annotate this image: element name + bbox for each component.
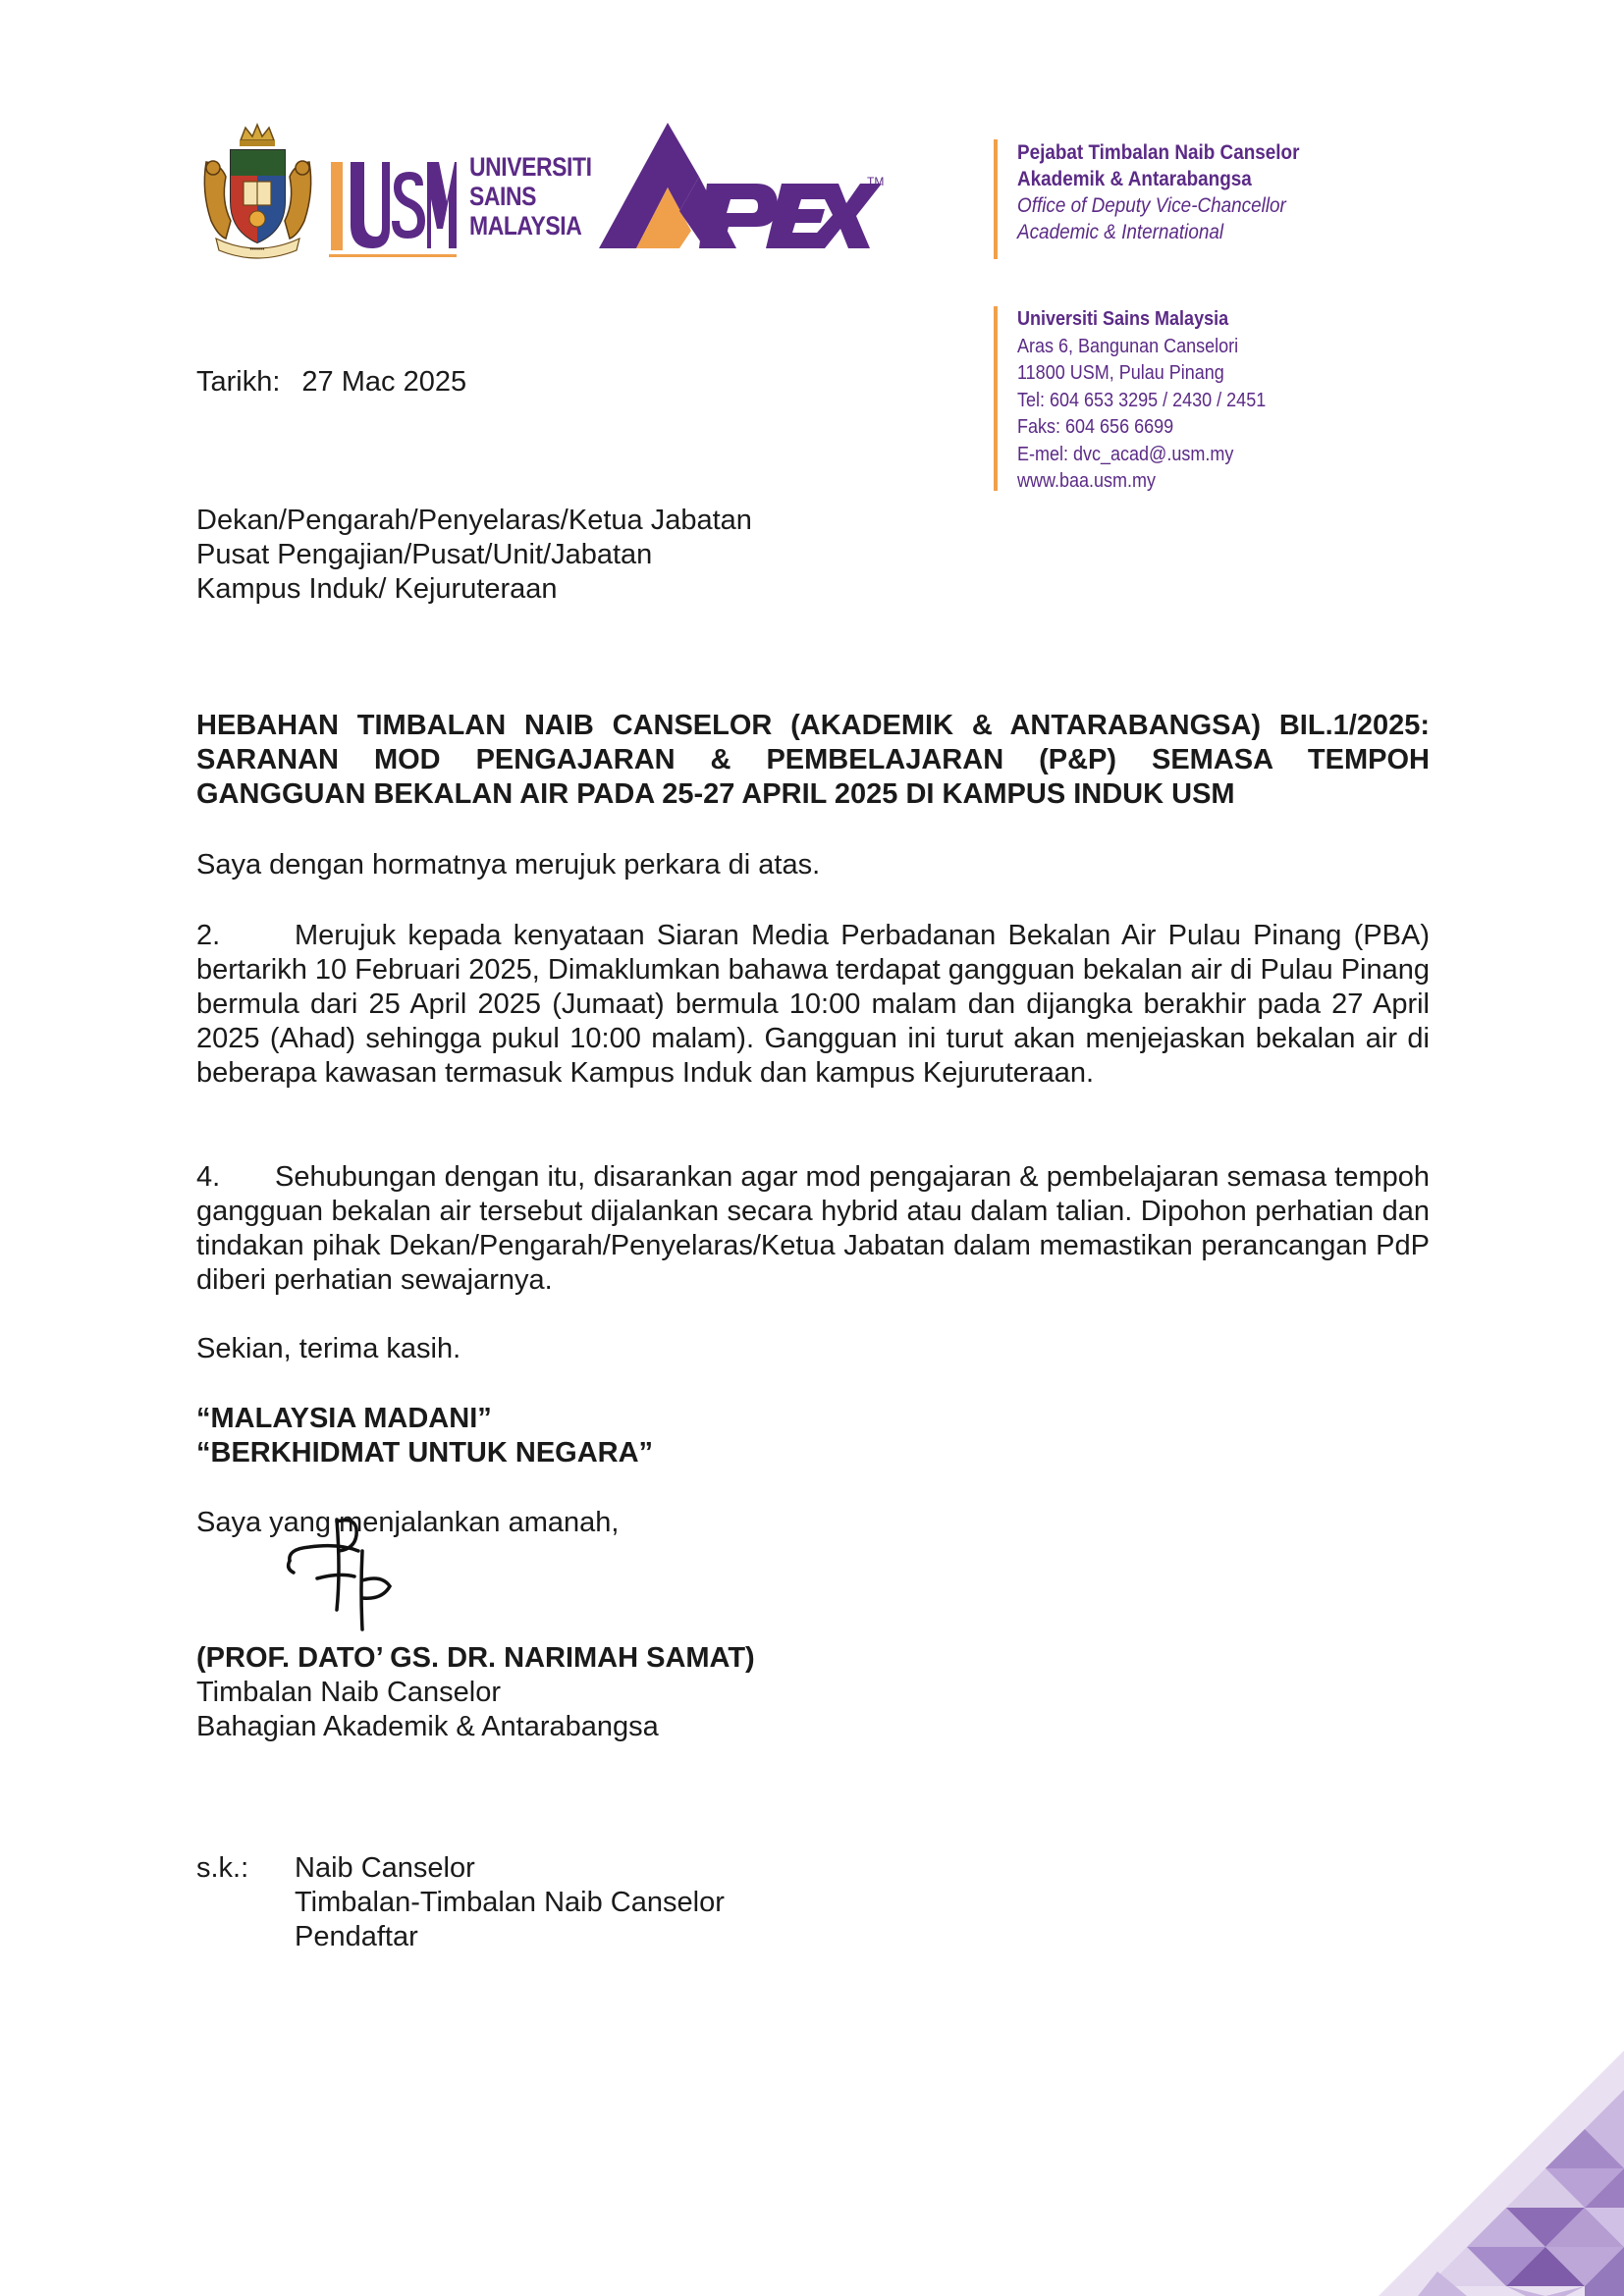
paragraph-number: 2. (196, 920, 221, 951)
subject-line: SARANAN MOD PENGAJARAN & PEMBELAJARAN (P&P) SEMASA TEMPOH (196, 744, 1430, 775)
apex-logo-icon (589, 123, 884, 260)
signatory-name: (PROF. DATO’ GS. DR. NARIMAH SAMAT) (196, 1642, 755, 1674)
intro-paragraph: Saya dengan hormatnya merujuk perkara di atas. (196, 849, 821, 881)
address-line-1: Aras 6, Bangunan Canselori (1017, 335, 1239, 357)
paragraph-number: 4. (196, 1161, 221, 1193)
letterhead-logos (196, 123, 884, 260)
signatory-department: Bahagian Akademik & Antarabangsa (196, 1711, 659, 1742)
university-logo-word: UNIVERSITI (469, 152, 592, 182)
paragraph-4 (196, 1160, 1430, 1298)
address-email: E-mel: dvc_acad@.usm.my (1017, 443, 1234, 465)
handwritten-signature (280, 1512, 457, 1649)
recipient-line: Dekan/Pengarah/Penyelaras/Ketua Jabatan (196, 505, 752, 536)
copy-to-item: Naib Canselor (295, 1852, 475, 1884)
recipient-line: Pusat Pengajian/Pusat/Unit/Jabatan (196, 539, 653, 570)
paragraph-text: Merujuk kepada kenyataan Siaran Media Perbadanan Bekalan Air Pulau Pinang (PBA) bertarikh 10 Februari 2025, Dimaklumkan bahawa terdapat gangguan bekalan air di Pulau Pinang bermula dari 25 April 2025 (Jumaat) bermula 10:00 malam dan dijangka berakhir pada 27 April 2025 (Ahad) sehingga pukul 10:00 malam). Gangguan ini turut akan menjejaskan bekalan air di beberapa kawasan termasuk Kampus Induk dan kampus Kejuruteraan. (196, 920, 1430, 1089)
subject-line: HEBAHAN TIMBALAN NAIB CANSELOR (AKADEMIK & ANTARABANGSA) BIL.1/2025: (196, 710, 1430, 741)
motto-line: “BERKHIDMAT UNTUK NEGARA” (196, 1437, 654, 1468)
date-label: Tarikh: (196, 366, 281, 398)
paragraph-2 (196, 919, 1430, 1091)
office-division-english: Academic & International (1017, 221, 1224, 243)
office-name-malay: Pejabat Timbalan Naib Canselor (1017, 141, 1300, 164)
address-line-2: 11800 USM, Pulau Pinang (1017, 362, 1224, 384)
address-website: www.baa.usm.my (1017, 470, 1157, 492)
university-crest-icon (196, 123, 319, 260)
address-block (994, 306, 1293, 491)
svg-text:•••••••: ••••••• (249, 247, 265, 253)
university-logo-word: SAINS (469, 182, 537, 211)
university-logo-word: MALAYSIA (469, 211, 582, 240)
copy-to-item: Pendaftar (295, 1921, 418, 1952)
date-value: 27 Mac 2025 (301, 366, 467, 398)
recipient-block (196, 504, 752, 607)
address-telephone: Tel: 604 653 3295 / 2430 / 2451 (1017, 389, 1267, 411)
sign-off-line: Saya yang menjalankan amanah, (196, 1507, 620, 1538)
signatory-title: Timbalan Naib Canselor (196, 1677, 502, 1708)
office-heading-block (994, 139, 1330, 259)
closing-line: Sekian, terima kasih. (196, 1333, 461, 1364)
trademark-symbol: TM (867, 175, 884, 188)
recipient-line: Kampus Induk/ Kejuruteraan (196, 573, 558, 605)
paragraph-text: Sehubungan dengan itu, disarankan agar mod pengajaran & pembelajaran semasa tempoh gangguan bekalan air tersebut dijalankan secara hybrid atau dalam talian. Dipohon perhatian dan tindakan pihak Dekan/Pengarah/Penyelaras/Ketua Jabatan dalam memastikan perancangan PdP diberi perhatian sewajarnya. (196, 1161, 1430, 1296)
decorative-corner-pattern (1379, 2051, 1624, 2296)
copy-to-item: Timbalan-Timbalan Naib Canselor (295, 1887, 725, 1918)
motto-block (196, 1402, 653, 1470)
letter-subject (196, 709, 1430, 812)
signatory-block (196, 1641, 755, 1744)
address-fax: Faks: 604 656 6699 (1017, 416, 1174, 438)
office-division-malay: Akademik & Antarabangsa (1017, 168, 1252, 190)
motto-line: “MALAYSIA MADANI” (196, 1403, 492, 1434)
address-university-name: Universiti Sains Malaysia (1017, 308, 1229, 330)
usm-logo-icon (329, 150, 457, 258)
subject-line: GANGGUAN BEKALAN AIR PADA 25-27 APRIL 2025 DI KAMPUS INDUK USM (196, 778, 1235, 810)
office-name-english: Office of Deputy Vice-Chancellor (1017, 194, 1286, 217)
copy-to-label: s.k.: (196, 1852, 249, 1884)
copy-to-block (196, 1851, 725, 1954)
letter-date (196, 365, 466, 400)
university-logo-text (469, 152, 592, 240)
